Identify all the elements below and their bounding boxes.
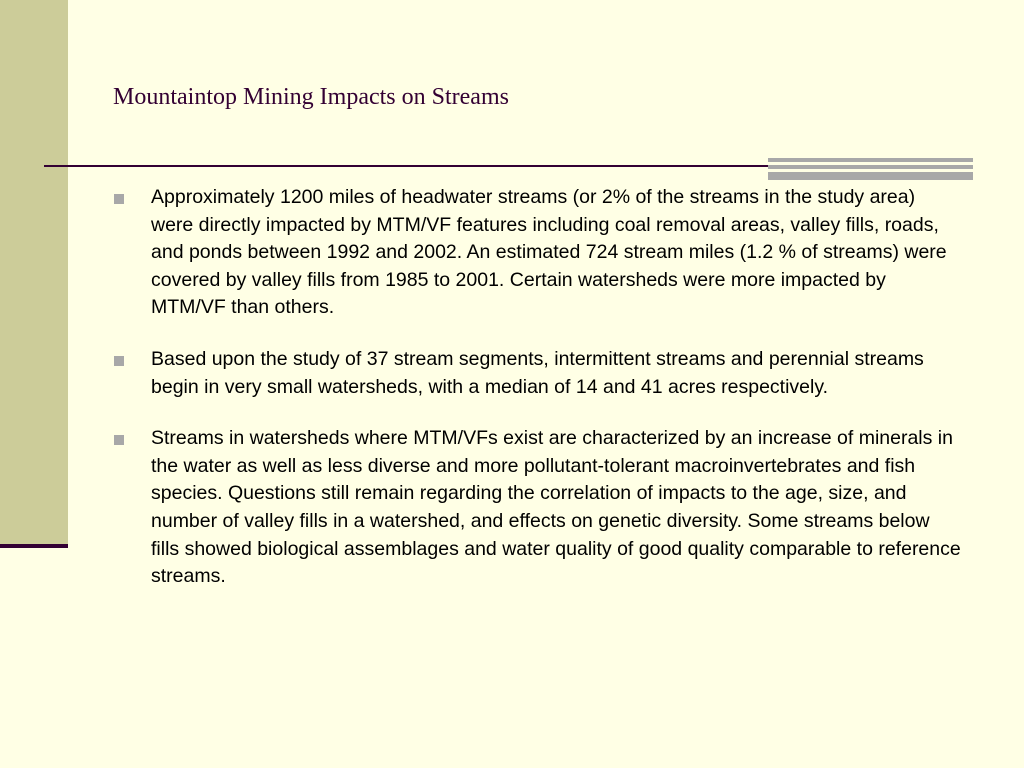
bullet-item bbox=[112, 184, 962, 322]
bullet-item bbox=[112, 346, 962, 401]
slide-title: Mountaintop Mining Impacts on Streams bbox=[113, 84, 509, 110]
bullet-text: Streams in watersheds where MTM/VFs exist are characterized by an increase of minerals in the water as well as less diverse and more pollutant-tolerant macroinvertebrates and fish species. Questions still remain regarding the correlation of impacts to the age, size, and number of valley fills in a watershed, and effects on genetic diversity. Some streams below fills showed biological assemblages and water quality of good quality comparable to reference streams. bbox=[151, 427, 961, 588]
square-bullet-icon bbox=[114, 194, 124, 204]
accent-bar bbox=[768, 158, 973, 180]
square-bullet-icon bbox=[114, 435, 124, 445]
bullet-item bbox=[112, 425, 962, 591]
sidebar-decoration bbox=[0, 0, 68, 545]
accent-stripe bbox=[768, 172, 973, 180]
sidebar-rule bbox=[0, 544, 68, 548]
accent-stripe bbox=[768, 165, 973, 169]
square-bullet-icon bbox=[114, 356, 124, 366]
bullet-list bbox=[112, 184, 962, 591]
accent-stripe bbox=[768, 158, 973, 162]
bullet-text: Approximately 1200 miles of headwater streams (or 2% of the streams in the study area) were directly impacted by MTM/VF features including coal removal areas, valley fills, roads, and ponds between 1992 and 2002. An estimated 724 stream miles (1.2 % of streams) were covered by valley fills from 1985 to 2001. Certain watersheds were more impacted by MTM/VF than others. bbox=[151, 186, 947, 319]
bullet-text: Based upon the study of 37 stream segments, intermittent streams and perennial streams begin in very small watersheds, with a median of 14 and 41 acres respectively. bbox=[151, 347, 924, 398]
